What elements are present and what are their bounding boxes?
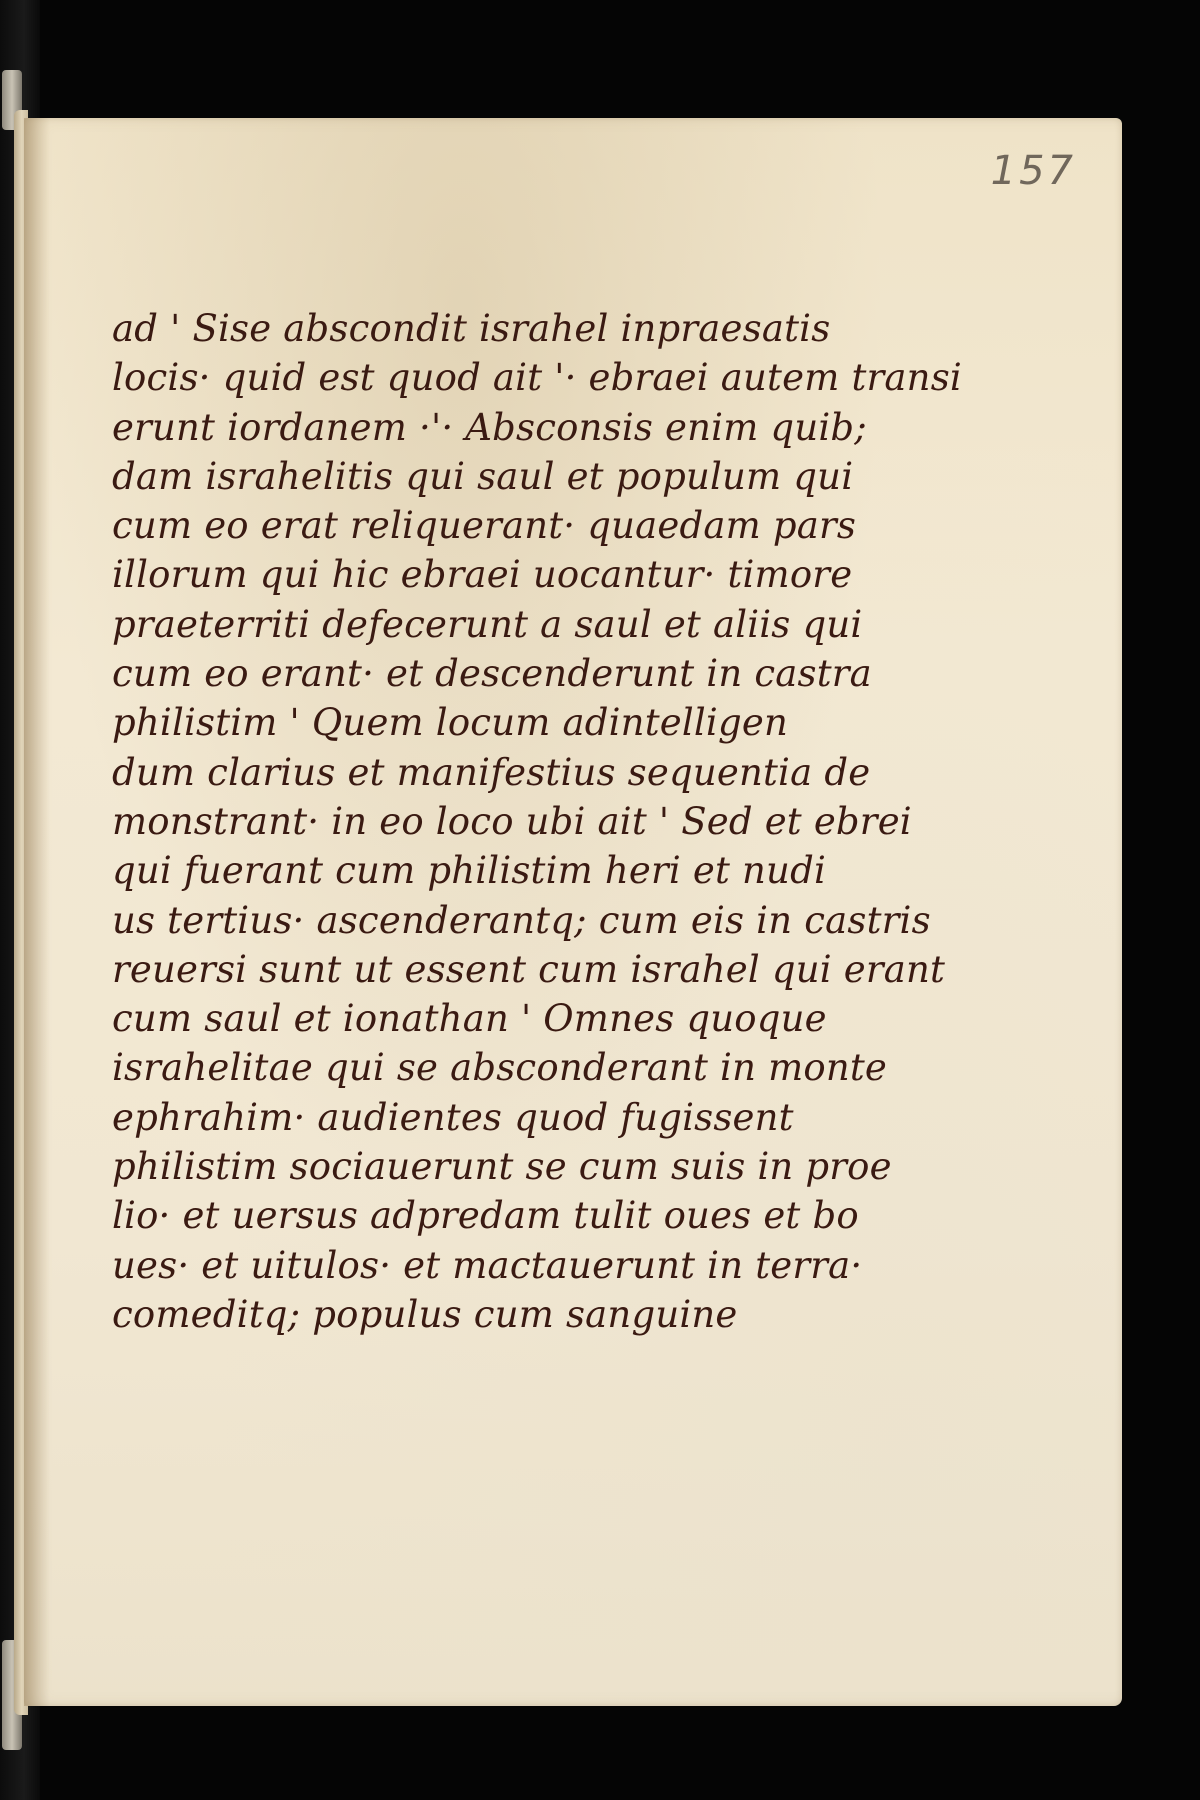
text-line-5: cum eo erat reliquerant· quaedam pars: [112, 504, 857, 548]
text-line-11: monstrant· in eo loco ubi ait ' Sed et ebrei: [112, 799, 912, 843]
text-line-3: erunt iordanem ·'· Absconsis enim quib;: [112, 405, 867, 449]
text-line-10: dum clarius et manifestius sequentia de: [112, 750, 871, 794]
text-line-9: philistim ' Quem locum adintelligen: [112, 701, 788, 745]
text-line-16: israhelitae qui se absconderant in monte: [112, 1046, 888, 1090]
text-line-4: dam israhelitis qui saul et populum qui: [112, 454, 854, 498]
text-line-6: illorum qui hic ebraei uocantur· timore: [112, 553, 853, 597]
folio-number: 157: [990, 148, 1076, 194]
text-line-8: cum eo erant· et descenderunt in castra: [112, 652, 872, 696]
text-line-18: philistim sociauerunt se cum suis in proe: [112, 1145, 892, 1189]
text-line-1: ad ' Sise abscondit israhel inpraesatis: [112, 307, 831, 350]
text-line-13: us tertius· ascenderantq; cum eis in castris: [112, 898, 931, 942]
gutter-shadow: [24, 118, 50, 1706]
manuscript-page: [24, 118, 1122, 1706]
text-line-15: cum saul et ionathan ' Omnes quoque: [112, 997, 827, 1041]
text-line-2: locis· quid est quod ait '· ebraei autem transi: [112, 356, 962, 400]
text-line-7: praeterriti defecerunt a saul et aliis qui: [112, 602, 863, 646]
text-line-20: ues· et uitulos· et mactauerunt in terra·: [112, 1243, 863, 1287]
text-line-17: ephrahim· audientes quod fugissent: [112, 1095, 794, 1139]
text-block: [112, 304, 992, 1339]
text-line-12: qui fuerant cum philistim heri et nudi: [112, 849, 826, 893]
text-line-21: comeditq; populus cum sanguine: [112, 1292, 738, 1336]
text-line-19: lio· et uersus adpredam tulit oues et bo: [112, 1194, 859, 1238]
text-line-14: reuersi sunt ut essent cum israhel qui erant: [112, 947, 946, 991]
